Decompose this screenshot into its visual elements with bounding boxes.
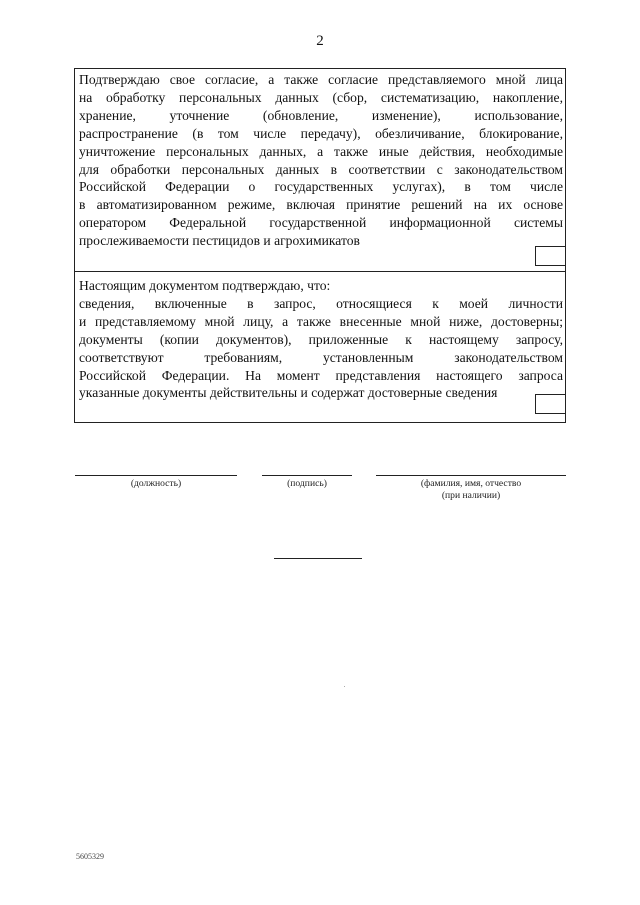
text-line: на обработку персональных данных (сбор, систематизацию, накопление, [79, 89, 563, 105]
text-line: Российской Федерации о государственных услугах), в том числе [79, 179, 563, 195]
text-line: Российской Федерации. На момент представления настоящего запроса [79, 367, 563, 383]
signature-caption: (подпись) [287, 478, 327, 489]
text-line: Настоящим документом подтверждаю, что: [79, 278, 331, 293]
text-line: оператором Федеральной государственной информационной системы [79, 215, 563, 231]
confirmation-text [79, 277, 563, 402]
text-line: указанные документы действительны и содержат достоверные сведения [79, 385, 498, 401]
signature-line[interactable] [262, 475, 352, 476]
page-number: 2 [316, 33, 324, 49]
end-divider [274, 558, 362, 559]
text-line: уничтожение персональных данных, а также иные действия, необходимые [79, 143, 563, 159]
text-line: Подтверждаю свое согласие, а также согласие представляемого мной лица [79, 72, 563, 87]
text-line: распространение (в том числе передачу), обезличивание, блокирование, [79, 125, 563, 141]
consent-box [74, 68, 566, 423]
consent-personal-data-text [79, 71, 563, 250]
consent-personal-data-section [75, 69, 565, 272]
full-name-caption-line1: (фамилия, имя, отчество [420, 478, 522, 489]
text-line: в автоматизированном режиме, включая принятие решений на их основе [79, 197, 563, 213]
text-line: и представляемому мной лицу, а также внесенные мной ниже, достоверны; [79, 313, 563, 329]
document-code: 5605329 [76, 852, 104, 861]
text-line: для обработки персональных данных в соответствии с законодательством [79, 161, 563, 177]
full-name-caption-line2: (при наличии) [441, 490, 501, 501]
text-line: документы (копии документов), приложенные к настоящему запросу, [79, 331, 563, 347]
position-caption: (должность) [130, 478, 182, 489]
consent-personal-data-checkbox[interactable] [535, 246, 565, 266]
text-line: хранение, уточнение (обновление, изменение), использование, [79, 107, 563, 123]
full-name-line[interactable] [376, 475, 566, 476]
text-line: соответствуют требованиям, установленным законодательством [79, 349, 563, 365]
text-line: прослеживаемости пестицидов и агрохимикатов [79, 233, 360, 249]
confirmation-checkbox[interactable] [535, 394, 565, 414]
full-name-caption [376, 478, 566, 502]
text-line: сведения, включенные в запрос, относящиеся к моей личности [79, 295, 563, 311]
scan-speck [344, 686, 345, 687]
position-signature-line[interactable] [75, 475, 237, 476]
confirmation-section [75, 272, 565, 422]
